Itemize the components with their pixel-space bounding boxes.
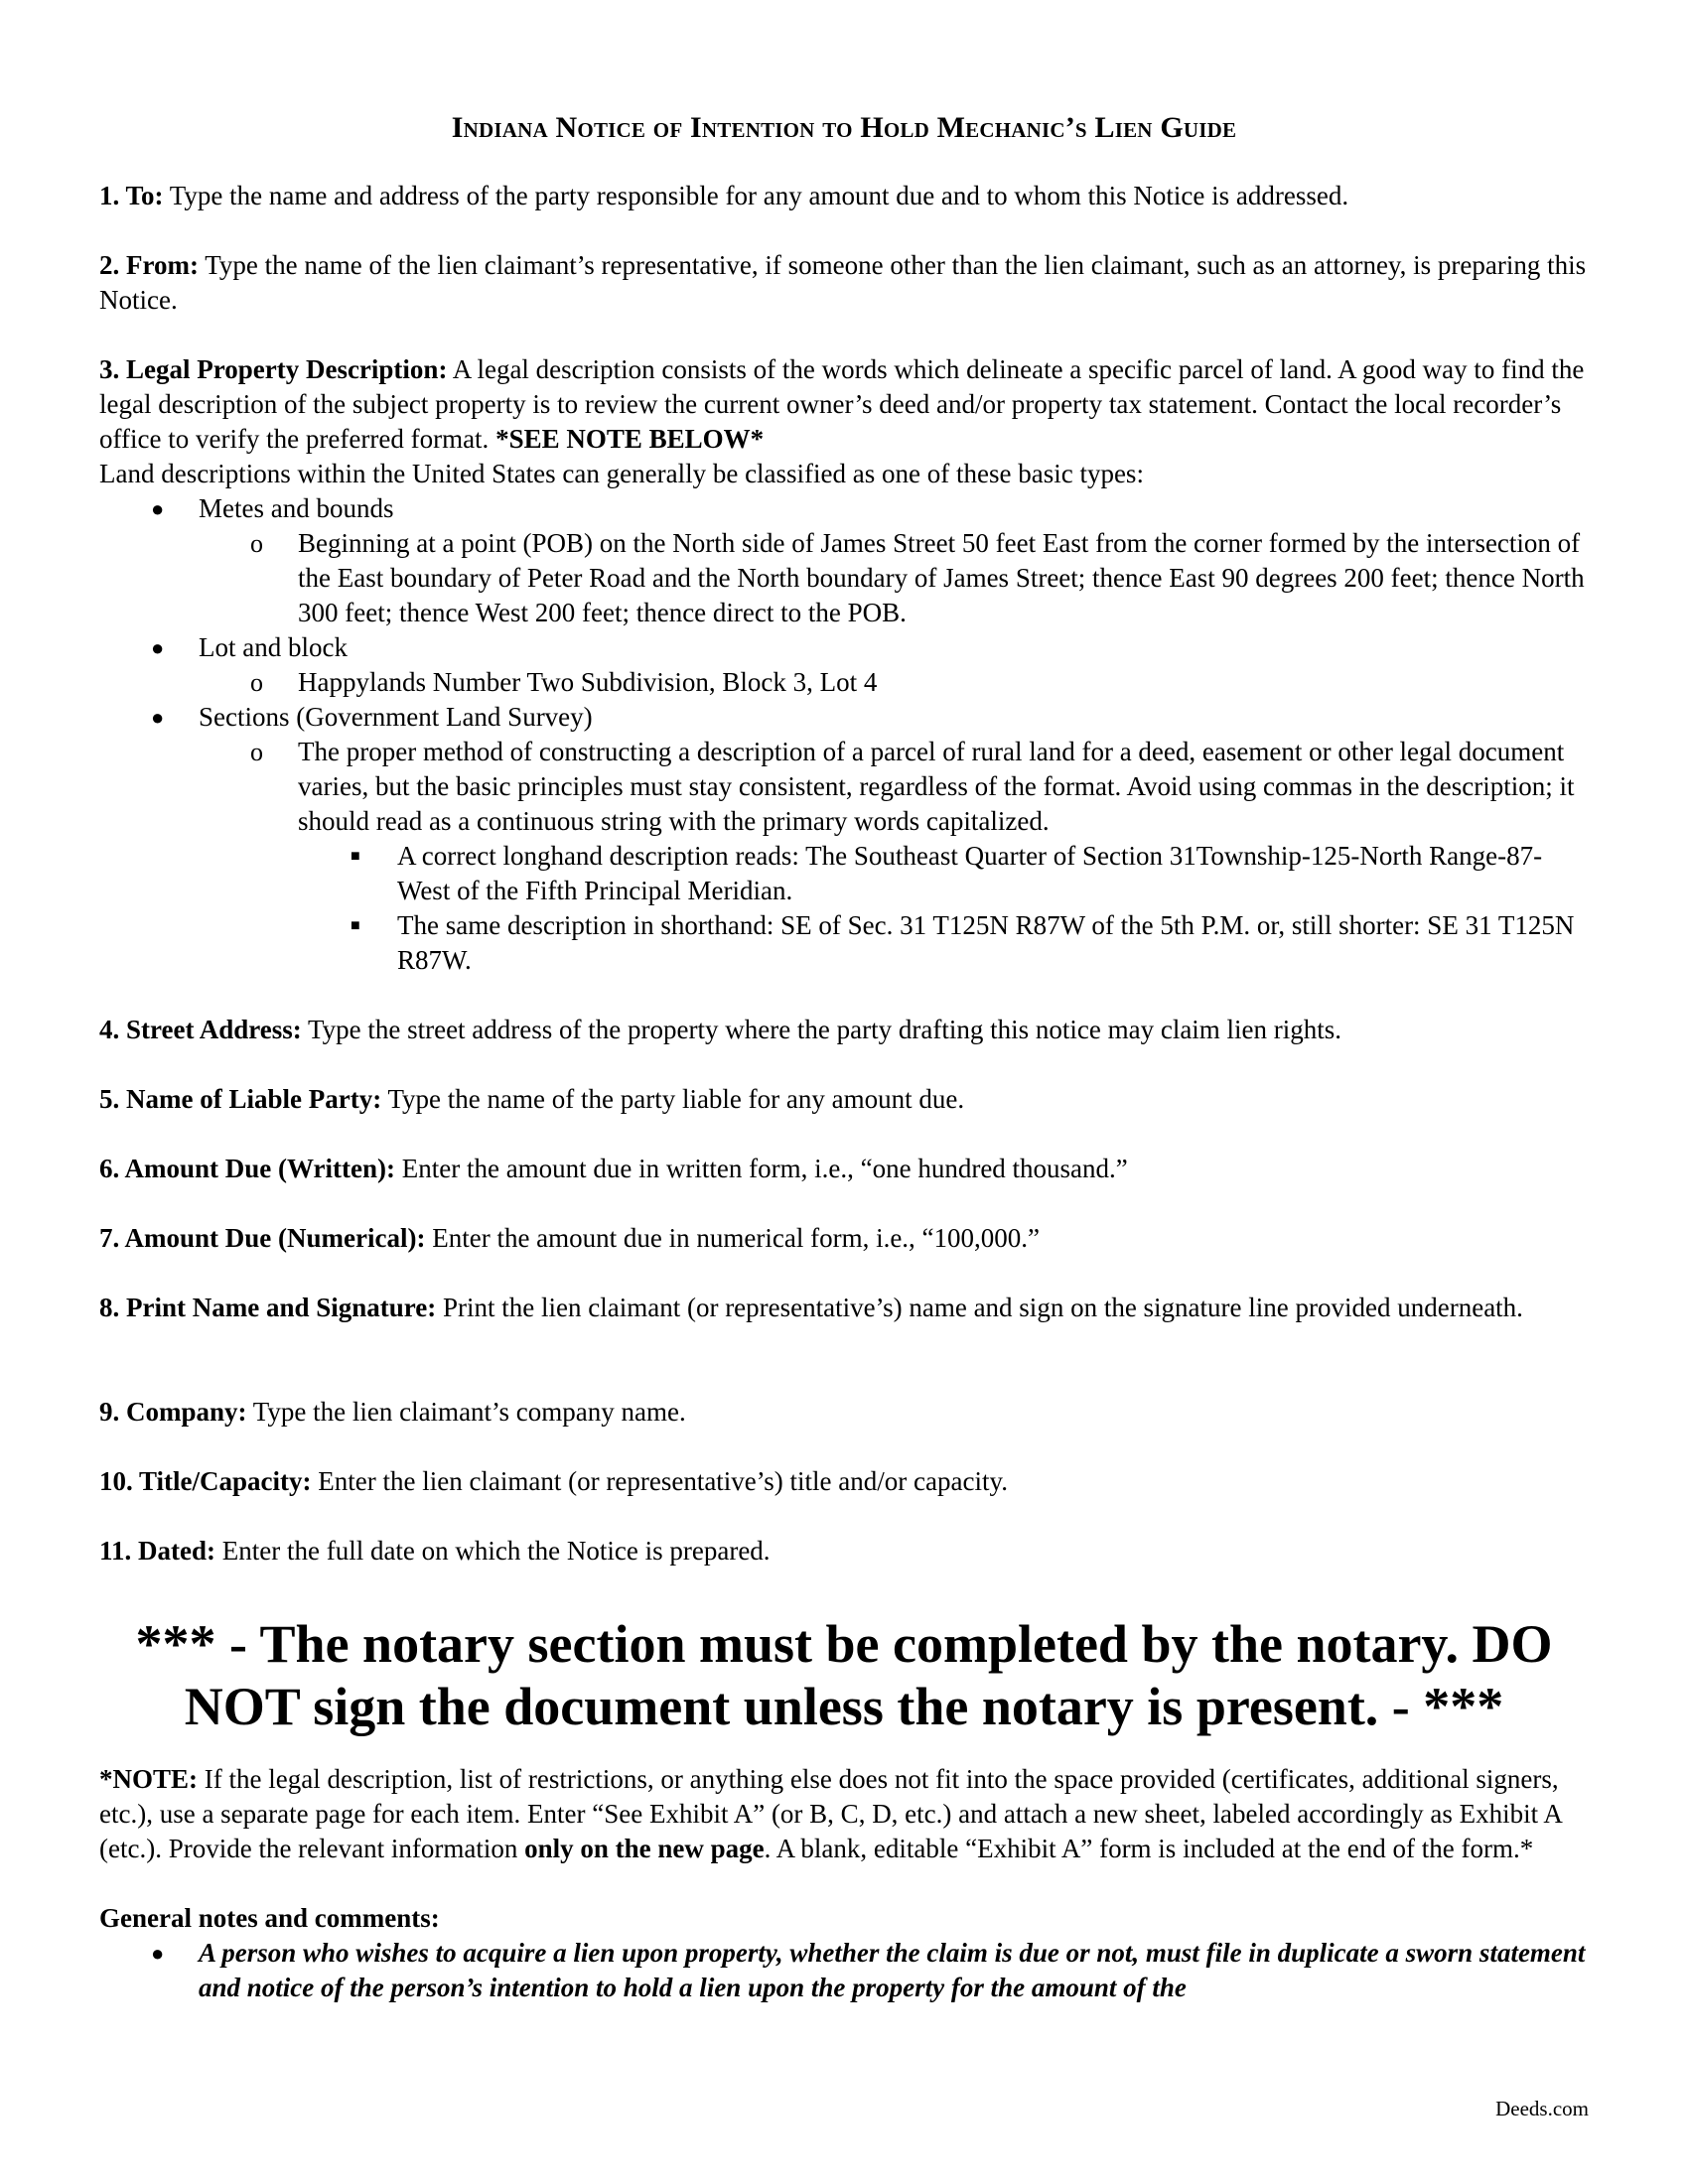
item-amount-written: 6. Amount Due (Written): Enter the amount due in written form, i.e., “one hundred thousand.” bbox=[99, 1154, 1128, 1183]
item-print-name-signature: 8. Print Name and Signature: Print the lien claimant (or representative’s) name and sign on the signature line provided underneath. bbox=[99, 1293, 1523, 1322]
item-legal-description: 3. Legal Property Description: A legal description consists of the words which delineate a specific parcel of land. A good way to find the legal description of the subject property is to review the current owner’s deed and/or property tax statement. Contact the local recorder’s office to verify the preferred format. *SEE NOTE BELOW* bbox=[99, 354, 1585, 454]
general-note-item: A person who wishes to acquire a lien upon property, whether the claim is due or not, must file in duplicate a sworn statement and notice of the person’s intention to hold a lien upon the property for the amount of the bbox=[199, 1938, 1586, 2002]
land-type-lot: Lot and block bbox=[199, 632, 348, 662]
circle-bullet-icon: o bbox=[250, 668, 263, 697]
bullet-icon: ● bbox=[151, 1941, 165, 1966]
exhibit-note: *NOTE: If the legal description, list of restrictions, or anything else does not fit into the space provided (certificates, additional signers, etc.), use a separate page for each item. Enter “See Exhibit A” (or B, C, D, etc.) and attach a new sheet, labeled accordingly as Exhibit A (etc.). Provide the relevant information only on the new page. A blank, editable “Exhibit A” form is included at the end of the form.* bbox=[99, 1764, 1562, 1863]
item-dated: 11. Dated: Enter the full date on which the Notice is prepared. bbox=[99, 1536, 771, 1566]
metes-example: Beginning at a point (POB) on the North side of James Street 50 feet East from the corner formed by the intersection of the East boundary of Peter Road and the North boundary of James Street; thence East 90 degrees 200 feet; thence North 300 feet; thence West 200 feet; thence direct to the POB. bbox=[298, 528, 1585, 627]
circle-bullet-icon: o bbox=[250, 529, 263, 558]
item-to: 1. To: Type the name and address of the party responsible for any amount due and to whom this Notice is addressed. bbox=[99, 181, 1349, 210]
bullet-icon: ● bbox=[151, 635, 165, 660]
footer-brand: Deeds.com bbox=[1495, 2097, 1589, 2120]
square-bullet-icon: ■ bbox=[351, 917, 360, 934]
item-liable-party: 5. Name of Liable Party: Type the name of the party liable for any amount due. bbox=[99, 1084, 965, 1114]
page-title: Indiana Notice of Intention to Hold Mechanic’s Lien Guide bbox=[451, 111, 1237, 144]
circle-bullet-icon: o bbox=[250, 738, 263, 766]
item-street-address: 4. Street Address: Type the street address of the property where the party drafting this notice may claim lien rights. bbox=[99, 1015, 1342, 1044]
item-amount-numerical: 7. Amount Due (Numerical): Enter the amount due in numerical form, i.e., “100,000.” bbox=[99, 1223, 1041, 1253]
general-notes-heading: General notes and comments: bbox=[99, 1903, 440, 1933]
item-from: 2. From: Type the name of the lien claimant’s representative, if someone other than the lien claimant, such as an attorney, is preparing this Notice. bbox=[99, 250, 1587, 315]
item-title-capacity: 10. Title/Capacity: Enter the lien claimant (or representative’s) title and/or capacity. bbox=[99, 1466, 1008, 1496]
shorthand-example: The same description in shorthand: SE of Sec. 31 T125N R87W of the 5th P.M. or, still shorter: SE 31 T125N R87W. bbox=[397, 910, 1575, 975]
sections-example: The proper method of constructing a description of a parcel of rural land for a deed, easement or other legal document varies, but the basic principles must stay consistent, regardless of the format. Avoid using commas in the description; it should read as a continuous string with the primary words capitalized. bbox=[298, 737, 1575, 836]
land-intro: Land descriptions within the United States can generally be classified as one of these basic types: bbox=[99, 459, 1144, 488]
bullet-icon: ● bbox=[151, 705, 165, 730]
lot-example: Happylands Number Two Subdivision, Block 3, Lot 4 bbox=[298, 667, 878, 697]
bullet-icon: ● bbox=[151, 496, 165, 521]
notary-warning: *** - The notary section must be completed by the notary. DO NOT sign the document unless the notary is present. - *** bbox=[135, 1614, 1553, 1736]
land-type-metes: Metes and bounds bbox=[199, 493, 394, 523]
land-type-sections: Sections (Government Land Survey) bbox=[199, 702, 593, 732]
longhand-example: A correct longhand description reads: The Southeast Quarter of Section 31Township-125-North Range-87-West of the Fifth Principal Meridian. bbox=[397, 841, 1543, 905]
square-bullet-icon: ■ bbox=[351, 848, 360, 865]
item-company: 9. Company: Type the lien claimant’s company name. bbox=[99, 1397, 686, 1427]
